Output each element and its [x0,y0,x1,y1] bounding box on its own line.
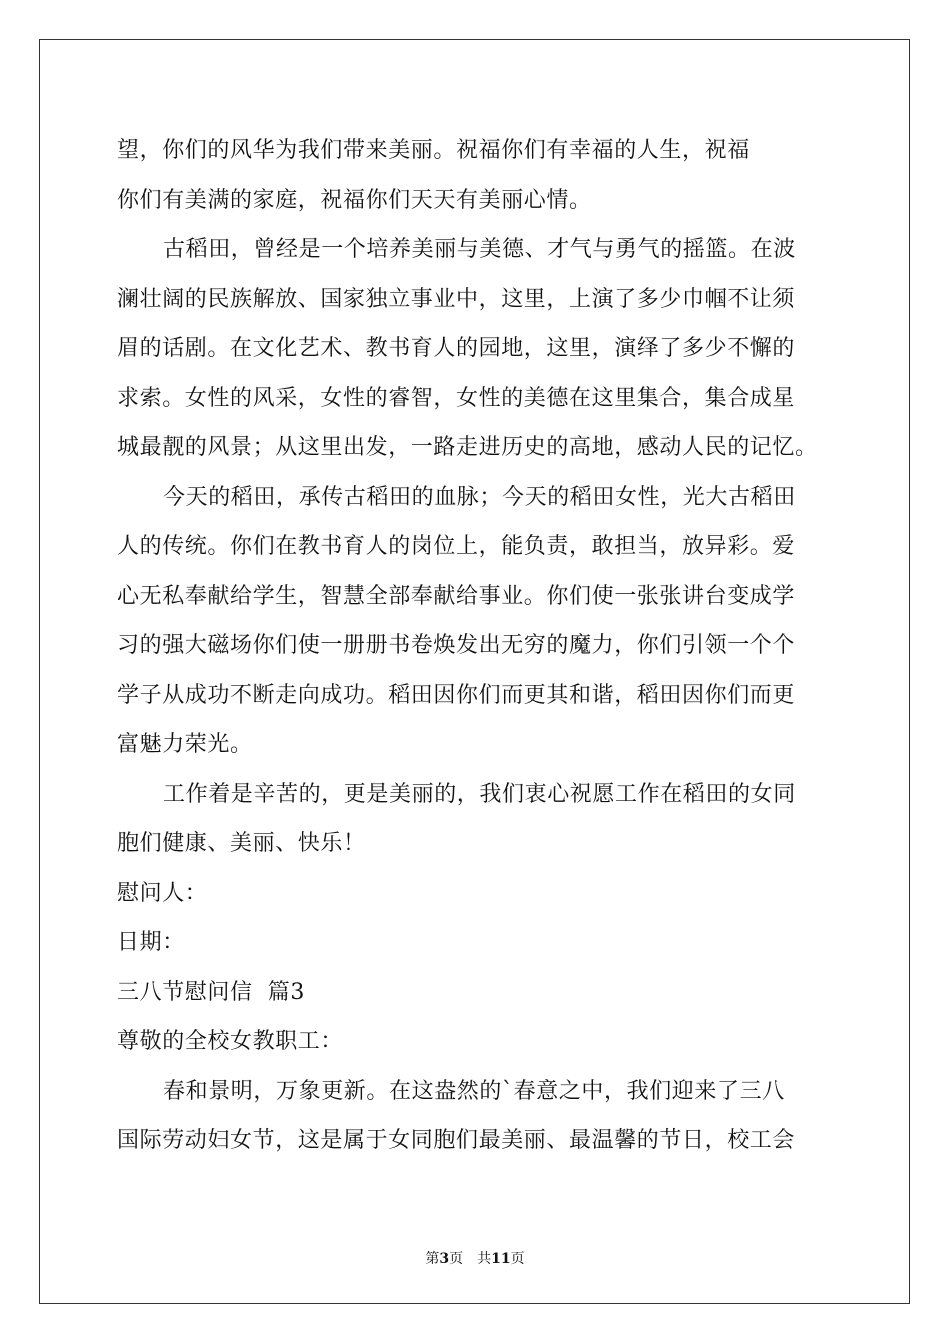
text-line: 人的传统。你们在教书育人的岗位上，能负责，敢担当，放异彩。爱 [117,534,796,559]
text-line: 学子从成功不断走向成功。稻田因你们而更其和谐，稻田因你们而更 [117,682,796,708]
text-line: 习的强大磁场你们使一册册书卷焕发出无穷的魔力，你们引领一个个 [117,633,796,658]
paragraph-start: 今天的稻田，承传古稻田的血脉；今天的稻田女性，光大古稻田 [163,484,796,510]
text-line: 眉的话剧。在文化艺术、教书育人的园地，这里，演绎了多少不懈的 [117,336,796,361]
text-line: 澜壮阔的民族解放、国家独立事业中，这里，上演了多少巾帼不让须 [117,286,796,312]
text-line: 国际劳动妇女节，这是属于女同胞们最美丽、最温馨的节日，校工会 [117,1128,796,1153]
text-line: 望，你们的风华为我们带来美丽。祝福你们有幸福的人生，祝福 [117,138,750,163]
paragraph-start: 古稻田，曾经是一个培养美丽与美德、才气与勇气的摇篮。在波 [163,237,796,262]
text-line: 心无私奉献给学生，智慧全部奉献给事业。你们使一张张讲台变成学 [117,583,796,609]
paragraph-start: 工作着是辛苦的，更是美丽的，我们衷心祝愿工作在稻田的女同 [163,781,796,807]
text-line: 城最靓的风景；从这里出发，一路走进历史的高地，感动人民的记忆。 [117,435,818,460]
date-label: 日期： [117,930,185,955]
text-line: 你们有美满的家庭，祝福你们天天有美丽心情。 [117,187,592,213]
section-title: 三八节慰问信 篇3 [117,979,305,1005]
total-suffix: 页 [510,1251,525,1267]
text-line: 胞们健康、美丽、快乐！ [117,831,366,856]
paragraph-start: 春和景明，万象更新。在这盎然的`春意之中，我们迎来了三八 [163,1078,785,1104]
document-body [117,126,847,1166]
total-pages: 11 [491,1251,511,1267]
page-footer [0,1248,950,1268]
text-line: 富魅力荣光。 [117,732,253,757]
page-prefix: 第 [425,1251,440,1267]
signatory-label: 慰问人： [117,880,208,906]
total-prefix: 共 [477,1251,492,1267]
page-number: 3 [439,1251,450,1267]
text-line: 求索。女性的风采，女性的睿智，女性的美德在这里集合，集合成星 [117,385,796,411]
salutation: 尊敬的全校女教职工： [117,1029,344,1054]
page-suffix: 页 [449,1251,464,1267]
